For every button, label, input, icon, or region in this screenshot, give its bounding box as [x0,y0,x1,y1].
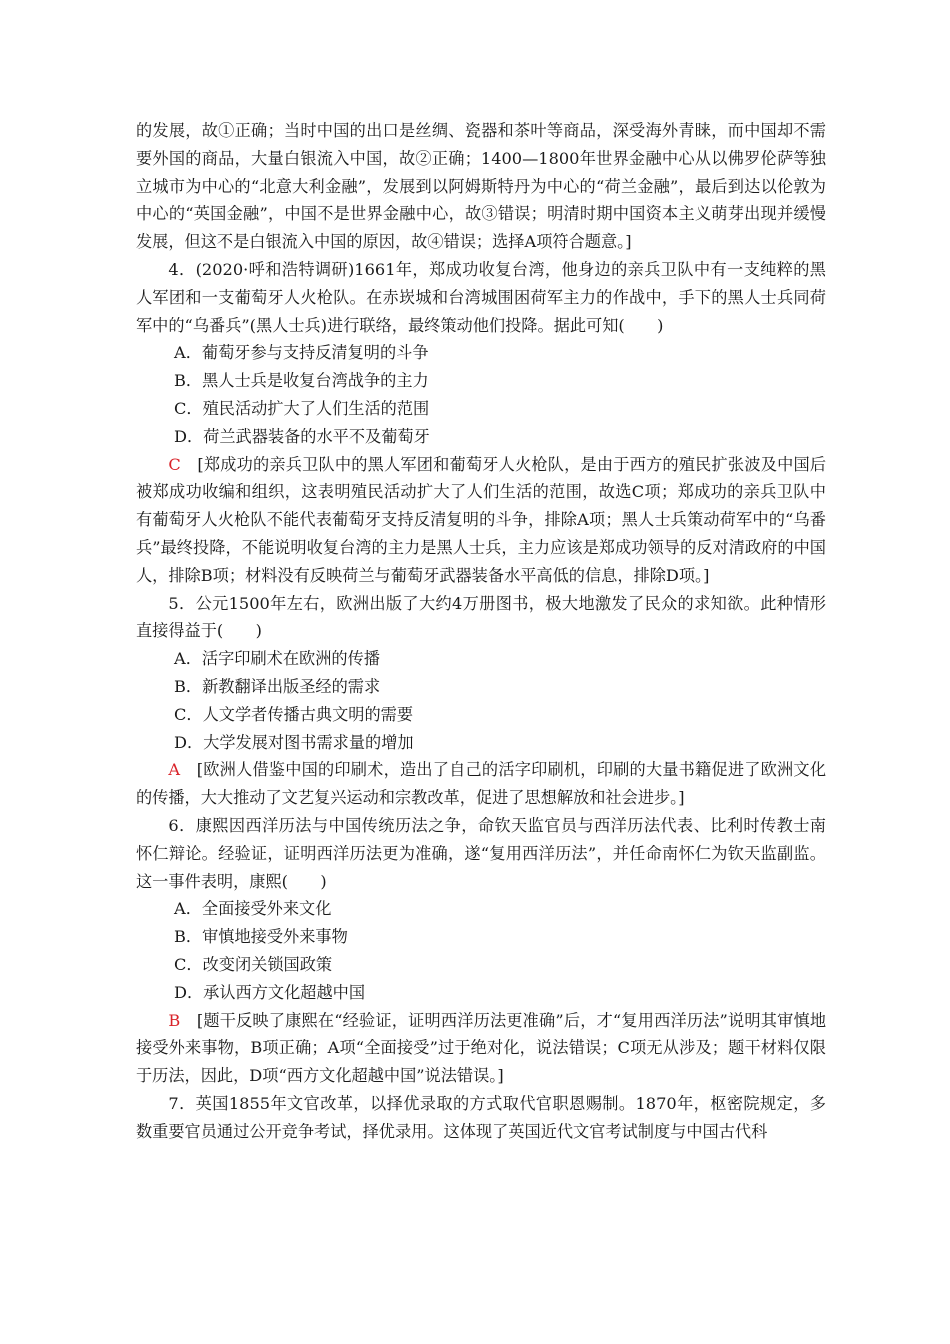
question-7-stem: 7．英国1855年文官改革，以择优录取的方式取代官职恩赐制。1870年，枢密院规定，多数重要官员通过公开竞争考试，择优录用。这体现了英国近代文官考试制度与中国古代科 [136,1093,826,1141]
question-4-explanation [136,451,826,590]
question-5-option-b: B．新教翻译出版圣经的需求 [174,676,381,696]
question-4-option-b: B．黑人士兵是收复台湾战争的主力 [174,371,429,391]
question-6-option-a: A．全面接受外来文化 [174,899,332,919]
document-page [136,117,826,1145]
question-4-explanation-text: [郑成功的亲兵卫队中的黑人军团和葡萄牙人火枪队，是由于西方的殖民扩张波及中国后被郑成功收编和组织，这表明殖民活动扩大了人们生活的范围，故选C项；郑成功的亲兵卫队中有葡萄牙人火枪队不能代表葡萄牙支持反清复明的斗争，排除A项；黑人士兵策动荷军中的“乌番兵”最终投降，不能说明收复台湾的主力是黑人士兵，主力应该是郑成功领导的反对清政府的中国人，排除B项；材料没有反映荷兰与葡萄牙武器装备水平高低的信息，排除D项。] [136,454,827,585]
question-5-option-c: C．人文学者传播古典文明的需要 [174,704,414,724]
question-5-explanation [136,756,826,812]
question-6-option-c: C．改变闭关锁国政策 [174,954,333,974]
question-4-option-a: A．葡萄牙参与支持反清复明的斗争 [174,343,429,363]
question-6-stem: 6．康熙因西洋历法与中国传统历法之争，命钦天监官员与西洋历法代表、比利时传教士南怀仁辩论。经验证，证明西洋历法更为准确，遂“复用西洋历法”，并任命南怀仁为钦天监副监。这一事件表明，康熙( ) [136,815,826,891]
question-6-option-d: D．承认西方文化超越中国 [174,982,366,1002]
question-6-explanation-text: [题干反映了康熙在“经验证，证明西洋历法更准确”后，才“复用西洋历法”说明其审慎地接受外来事物，B项正确；A项“全面接受”过于绝对化，说法错误；C项无从涉及；题干材料仅限于历法，因此，D项“西方文化超越中国”说法错误。] [136,1010,827,1086]
question-4-option-c: C．殖民活动扩大了人们生活的范围 [174,398,430,418]
question-5-answer: A [168,760,181,780]
question-5-stem: 5．公元1500年左右，欧洲出版了大约4万册图书，极大地激发了民众的求知欲。此种情形直接得益于( ) [136,593,826,641]
question-5-explanation-text: [欧洲人借鉴中国的印刷术，造出了自己的活字印刷机，印刷的大量书籍促进了欧洲文化的传播，大大推动了文艺复兴运动和宗教改革，促进了思想解放和社会进步。] [136,760,827,808]
intro-paragraph: 的发展，故①正确；当时中国的出口是丝绸、瓷器和茶叶等商品，深受海外青睐，而中国却不需要外国的商品，大量白银流入中国，故②正确；1400—1800年世界金融中心从以佛罗伦萨等独立城市为中心的“北意大利金融”，发展到以阿姆斯特丹为中心的“荷兰金融”，最后到达以伦敦为中心的“英国金融”，中国不是世界金融中心，故③错误；明清时期中国资本主义萌芽出现并缓慢发展，但这不是白银流入中国的原因，故④错误；选择A项符合题意。] [136,121,826,252]
question-4-stem: 4．(2020·呼和浩特调研)1661年，郑成功收复台湾，他身边的亲兵卫队中有一支纯粹的黑人军团和一支葡萄牙人火枪队。在赤崁城和台湾城围困荷军主力的作战中，手下的黑人士兵同荷军中的“乌番兵”(黑人士兵)进行联络，最终策动他们投降。据此可知( ) [136,259,826,335]
question-6-answer: B [168,1010,181,1030]
question-5-option-d: D．大学发展对图书需求量的增加 [174,732,414,752]
question-4-option-d: D．荷兰武器装备的水平不及葡萄牙 [174,426,430,446]
question-6-explanation [136,1007,826,1090]
question-6-option-b: B．审慎地接受外来事物 [174,927,348,947]
question-5-option-a: A．活字印刷术在欧洲的传播 [174,649,380,669]
question-4-answer: C [168,454,181,474]
